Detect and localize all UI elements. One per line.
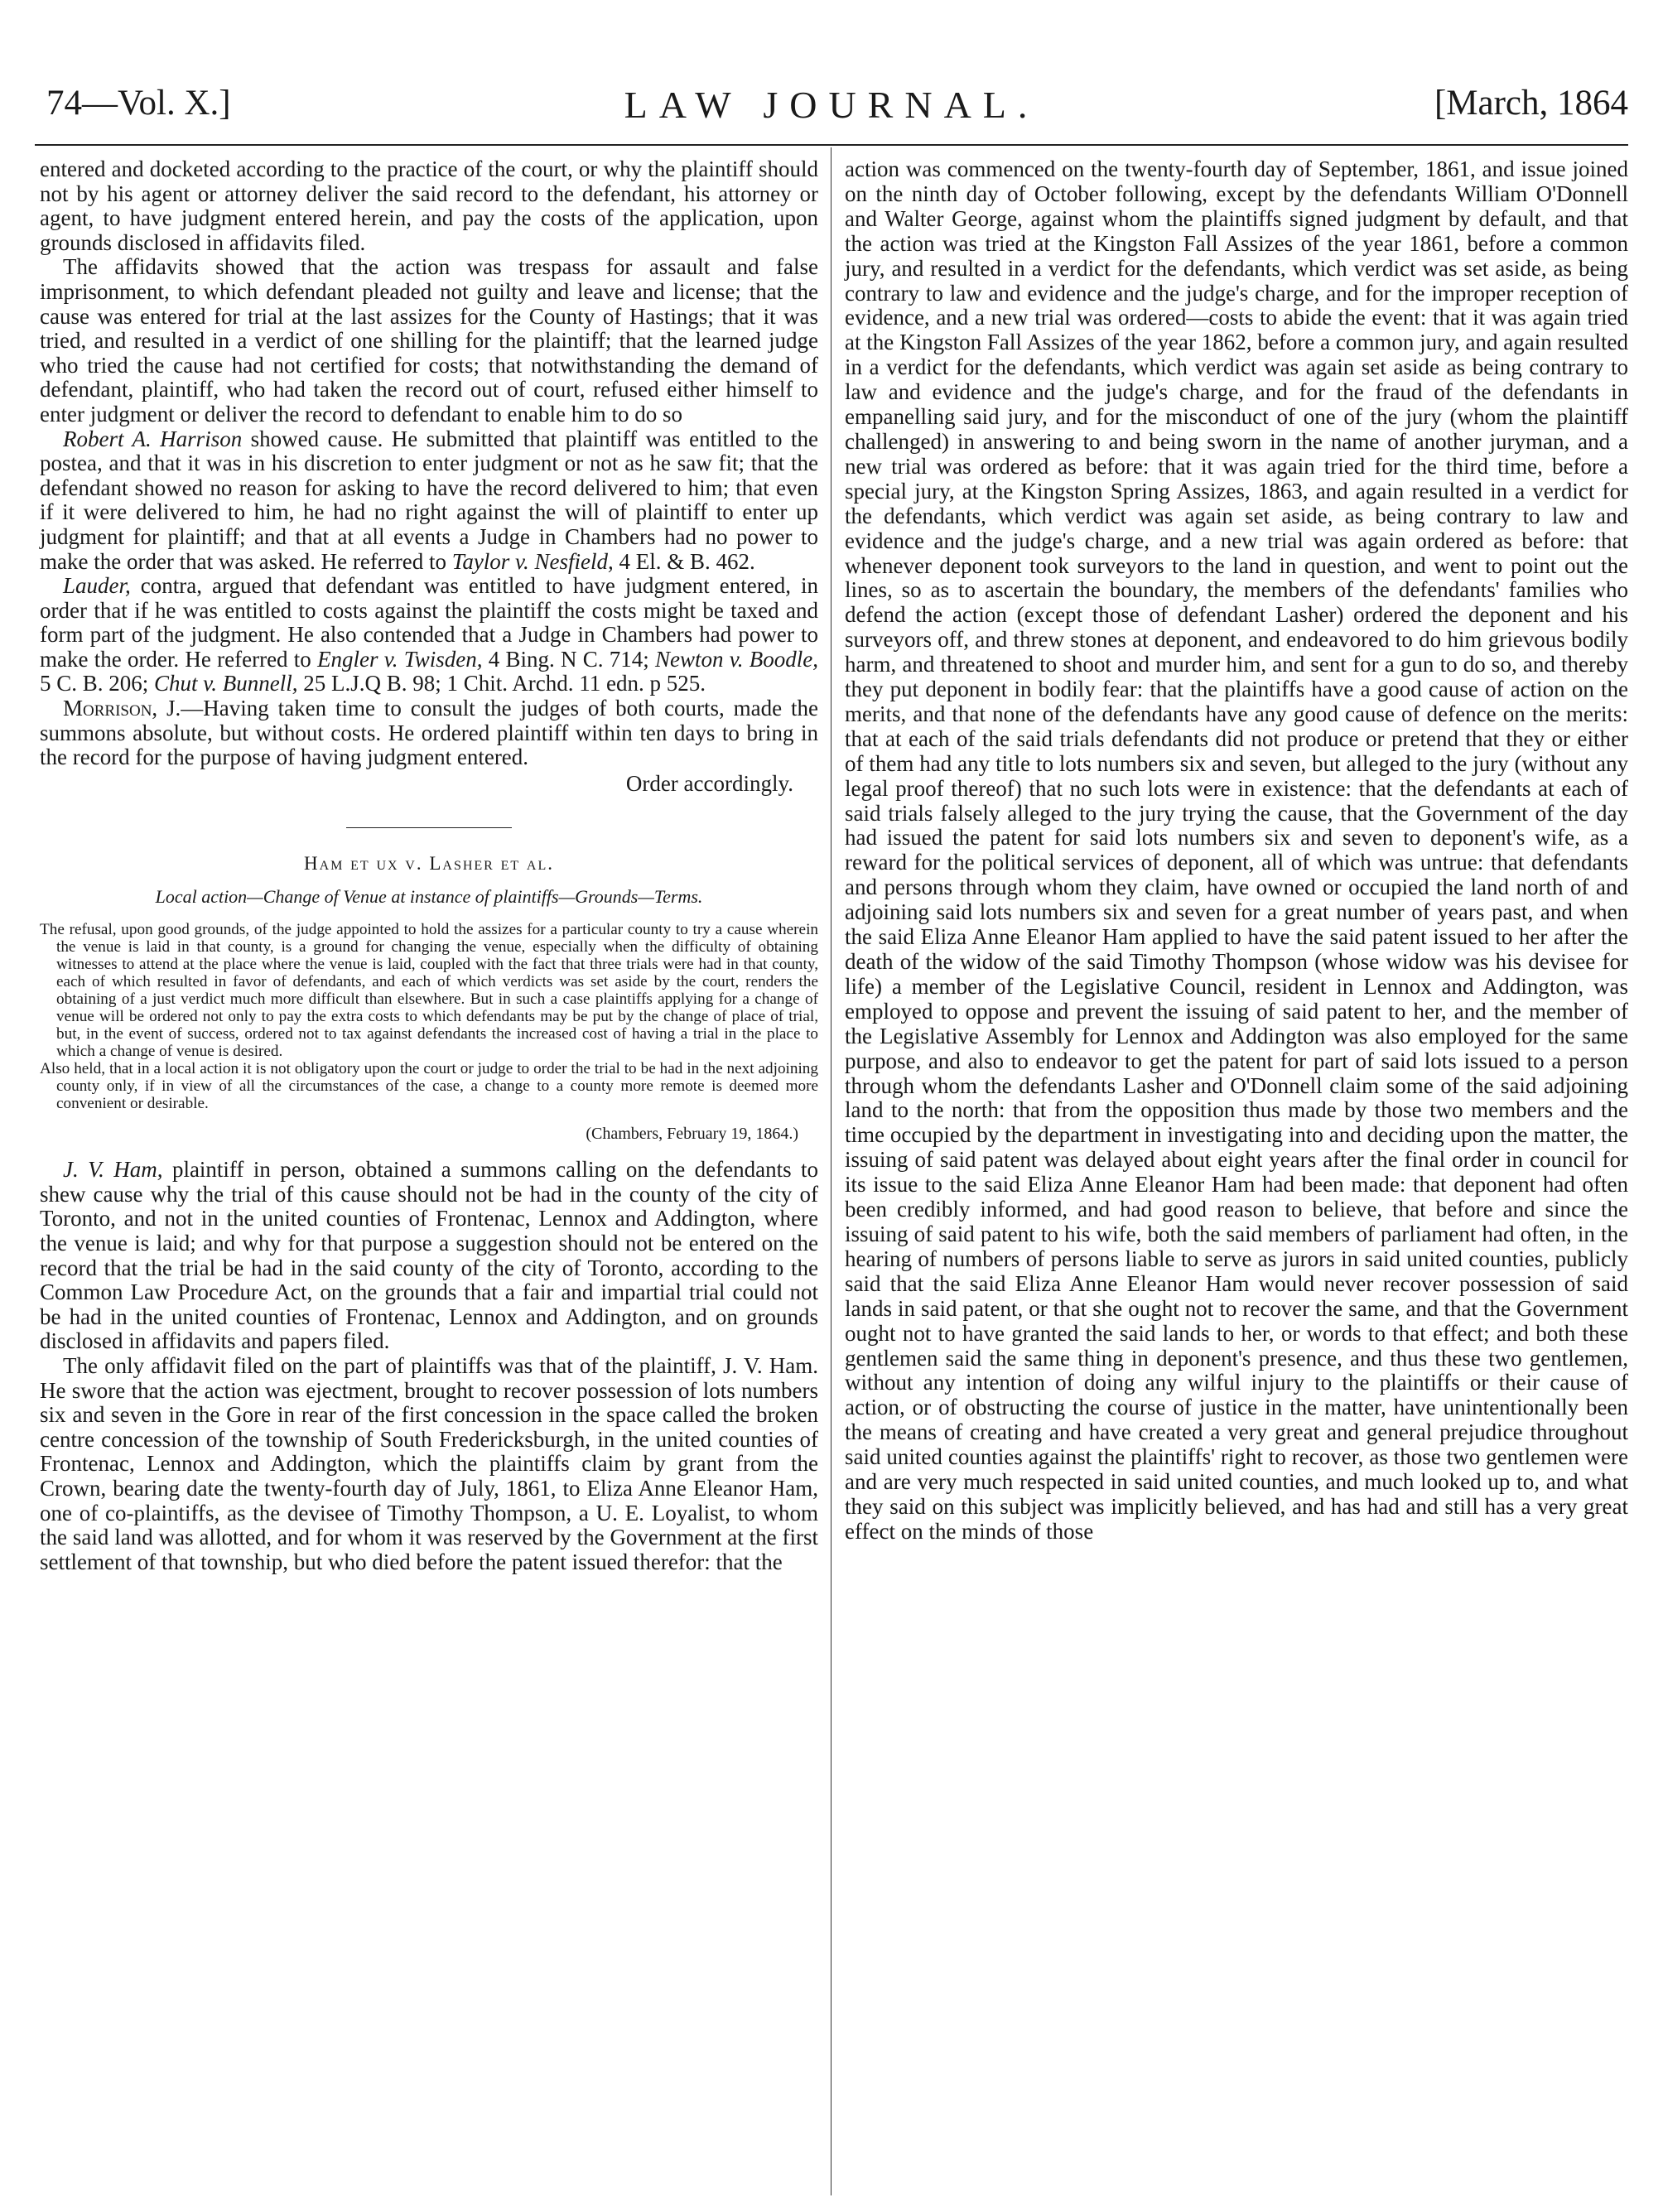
party-name: J. V. Ham, — [63, 1157, 163, 1183]
headnote-paragraph: The refusal, upon good grounds, of the judge appointed to hold the assizes for a particular county to try a cause wherein the venue is laid in that county, is a ground for changing the venue, especially when the difficulty of obtaining witnesses to attend at the place where the venue is laid, coupled with the fact that three trials were had in that county, each of which resulted in favor of defendants, and each of which verdicts was set aside by the court, renders the obtaining of a just verdict much more difficult than elsewhere. But in such a case plaintiffs applying for a change of venue will be ordered not only to pay the extra costs to which defendants may be put by the change of place of trial, but, in the event of success, ordered not to tax against defendants the increased cost of having a trial in the place to which a change of venue is desired. — [40, 920, 818, 1060]
paragraph: Lauder, contra, argued that defendant was entitled to have judgment entered, in order that if he was entitled to costs against the plaintiff the costs might be taxed and form part of the judgment. He also contended that a Judge in Chambers had power to make the order. He referred to Engler v. Twisden, 4 Bing. N C. 714; Newton v. Boodle, 5 C. B. 206; Chut v. Bunnell, 25 L.J.Q B. 98; 1 Chit. Archd. 11 edn. p 525. — [40, 573, 818, 696]
left-column — [40, 157, 818, 1574]
paragraph: Morrison, J.—Having taken time to consult the judges of both courts, made the summons absolute, but without costs. He ordered plaintiff within ten days to bring in the record for the purpose of having judgment entered. — [40, 696, 818, 770]
journal-title: LAW JOURNAL. — [624, 84, 1039, 126]
section-divider — [346, 827, 512, 828]
case-citation: Engler v. Twisden, — [317, 646, 483, 672]
page-header — [35, 83, 1628, 136]
case-citation: Newton v. Boodle, — [655, 646, 818, 672]
case-title: Ham et ux v. Lasher et al. — [304, 853, 554, 875]
headnote-paragraph: Also held, that in a local action it is not obligatory upon the court or judge to order the trial to be had in the next adjoining county only, if in view of all the circumstances of the case, a change to a county more remote is deemed more convenient or desirable. — [40, 1059, 818, 1112]
paragraph: The affidavits showed that the action was trespass for assault and false imprisonment, to which defendant pleaded not guilty and leave and license; that the cause was entered for trial at the last assizes for the County of Hastings; that it was tried, and resulted in a verdict of one shilling for the plaintiff; that the learned judge who tried the cause had not certified for costs; that notwithstanding the demand of defendant, plaintiff, who had taken the record out of court, refused either himself to enter judgment or deliver the record to defendant to enable him to do so — [40, 254, 818, 426]
paragraph: Robert A. Harrison showed cause. He submitted that plaintiff was entitled to the postea, and that it was in his discretion to enter judgment or not as he saw fit; that the defendant showed no reason for asking to have the record delivered to him; that even if it were delivered to him, he had no right against the will of plaintiff to enter up judgment for plaintiff; and that at all events a Judge in Chambers had no power to make the order that was asked. He referred to Taylor v. Nesfield, 4 El. & B. 462. — [40, 426, 818, 574]
paragraph: J. V. Ham, plaintiff in person, obtained a summons calling on the defendants to shew cause why the trial of this cause should not be had in the county of the city of Toronto, and not in the united counties of Frontenac, Lennox and Addington, where the venue is laid; and why for that purpose a suggestion should not be entered on the record that the trial be had in the said county of the city of Toronto, according to the Common Law Procedure Act, on the grounds that a fair and impartial trial could not be had in the united counties of Frontenac, Lennox and Addington, and on grounds disclosed in affidavits and papers filed. — [40, 1157, 818, 1354]
header-rule — [35, 144, 1628, 146]
dateline: (Chambers, February 19, 1864.) — [586, 1124, 798, 1143]
paragraph: entered and docketed according to the practice of the court, or why the plaintiff should not by his agent or attorney deliver the said record to the defendant, his attorney or agent, to have judgment entered herein, and pay the costs of the application, upon grounds disclosed in affidavits filed. — [40, 157, 818, 255]
volume-page-number: 74—Vol. X.] — [46, 84, 231, 123]
counsel-name: Robert A. Harrison — [63, 426, 243, 451]
case-citation: Taylor v. Nesfield, — [451, 548, 614, 574]
issue-date: [March, 1864 — [1434, 84, 1628, 123]
right-column — [845, 157, 1628, 1545]
column-divider — [831, 147, 832, 2195]
headnote — [40, 921, 818, 1112]
case-citation: Chut v. Bunnell, — [154, 671, 298, 696]
order-signoff: Order accordingly. — [625, 770, 793, 796]
judge-name: Morrison, J. — [63, 696, 181, 721]
counsel-name: Lauder, — [63, 573, 131, 599]
paragraph: action was commenced on the twenty-fourth day of September, 1861, and issue joined on the ninth day of October following, except by the defendants William O'Donnell and Walter George, against whom the plaintiffs signed judgment by default, and that the action was tried at the Kingston Fall Assizes of the year 1861, before a common jury, and resulted in a verdict for the defendants, which verdict was set aside, as being contrary to law and evidence and the judge's charge, and for the improper reception of evidence, and a new trial was ordered—costs to abide the event: that it was again tried at the Kingston Fall Assizes of the year 1862, before a common jury, and again resulted in a verdict for the defendants, which verdict was again set aside as being contrary to law and evidence and the judge's charge, and for the fraud of the defendants in empanelling said jury, and for the misconduct of one of the jury (whom the plaintiff challenged) in answering to and being sworn in the name of another juryman, and a new trial was ordered as before: that it was again tried for the third time, before a special jury, at the Kingston Spring Assizes, 1863, and again resulted in a verdict for the defendants, which verdict was again set aside, as being contrary to law and evidence and the judge's charge, and a new trial was again ordered as before: that whenever deponent took surveyors to the land in question, and went to point out the lines, so as to ascertain the boundary, the members of the defendants' families who defend the action (except those of defendant Lasher) ordered the deponent and his surveyors off, and threw stones at deponent, and endeavored to do him grievous bodily harm, and threatened to shoot and murder him, and sent for a gun to do so, and thereby they put deponent in bodily fear: that the plaintiffs have a good cause of action on the merits, and that none of the defendants have any good cause of defence on the merits: that at each of the said trials defendants did not produce or pretend that they or either of them had any title to lots numbers six and seven, but alleged to the jury (without any legal proof thereof) that no such lots were in existence: that the defendants at each of said trials falsely alleged to the jury trying the cause, that the Government of the day had issued the patent for said lots numbers six and seven to deponent's wife, as a reward for the political services of deponent, all of which was untrue: that defendants and persons through whom they claim, have owned or occupied the land north of and adjoining said lots numbers six and seven for a great number of years past, and when the said Eliza Anne Eleanor Ham applied to have the said patent issued to her after the death of the widow of the said Timothy Thompson (whose widow was his devisee for life) a member of the Legislative Council, resident in Lennox and Addington, was employed to oppose and prevent the issuing of said patent to her, and the member of the Legislative Assembly for Lennox and Addington was also employed for the same purpose, and also to endeavor to get the patent for part of said lots issued to a person through whom the defendants Lasher and O'Donnell claim some of the said adjoining land to the north: that from the opposition thus made by those two members and the time occupied by the department in investigating into and deciding upon the matter, the issuing of said patent was delayed about eight years after the final order in council for its issue to the said Eliza Anne Eleanor Ham had been made: that deponent had often been credibly informed, and had good reason to believe, that before and since the issuing of said patent to his wife, both the said members of parliament had often, in the hearing of numbers of persons liable to serve as jurors in said united counties, publicly said that the said Eliza Anne Eleanor Ham would never recover possession of said lands in said patent, or that she ought not to recover the same, and that the Government ought not to have granted the said lands to her, or words to that effect; and both these gentlemen said the same thing in deponent's presence, and thus these two gentlemen, without any intention of doing any wilful injury to the plaintiffs or their cause of action, or of obstructing the course of justice in the matter, have unintentionally been the means of creating and have created a very great and general prejudice throughout said united counties against the plaintiffs' right to recover, as those two gentlemen were and are very much respected in said united counties, and much looked up to, and what they said on this subject was implicitly believed, and has had and still has a very great effect on the minds of those — [845, 157, 1628, 1544]
paragraph: The only affidavit filed on the part of plaintiffs was that of the plaintiff, J. V. Ham. He swore that the action was ejectment, brought to recover possession of lots numbers six and seven in the Gore in rear of the first concession in the space called the broken centre concession of the township of South Fredericksburgh, in the united counties of Frontenac, Lennox and Addington, which the plaintiffs claim by grant from the Crown, bearing date the twenty-fourth day of July, 1861, to Eliza Anne Eleanor Ham, one of co-plaintiffs, as the devisee of Timothy Thompson, a U. E. Loyalist, to whom the said land was allotted, and for whom it was reserved by the Government at the first settlement of that township, but who died before the patent issued therefor: that the — [40, 1352, 818, 1574]
case-subtitle: Local action—Change of Venue at instance of plaintiffs—Grounds—Terms. — [155, 886, 703, 908]
